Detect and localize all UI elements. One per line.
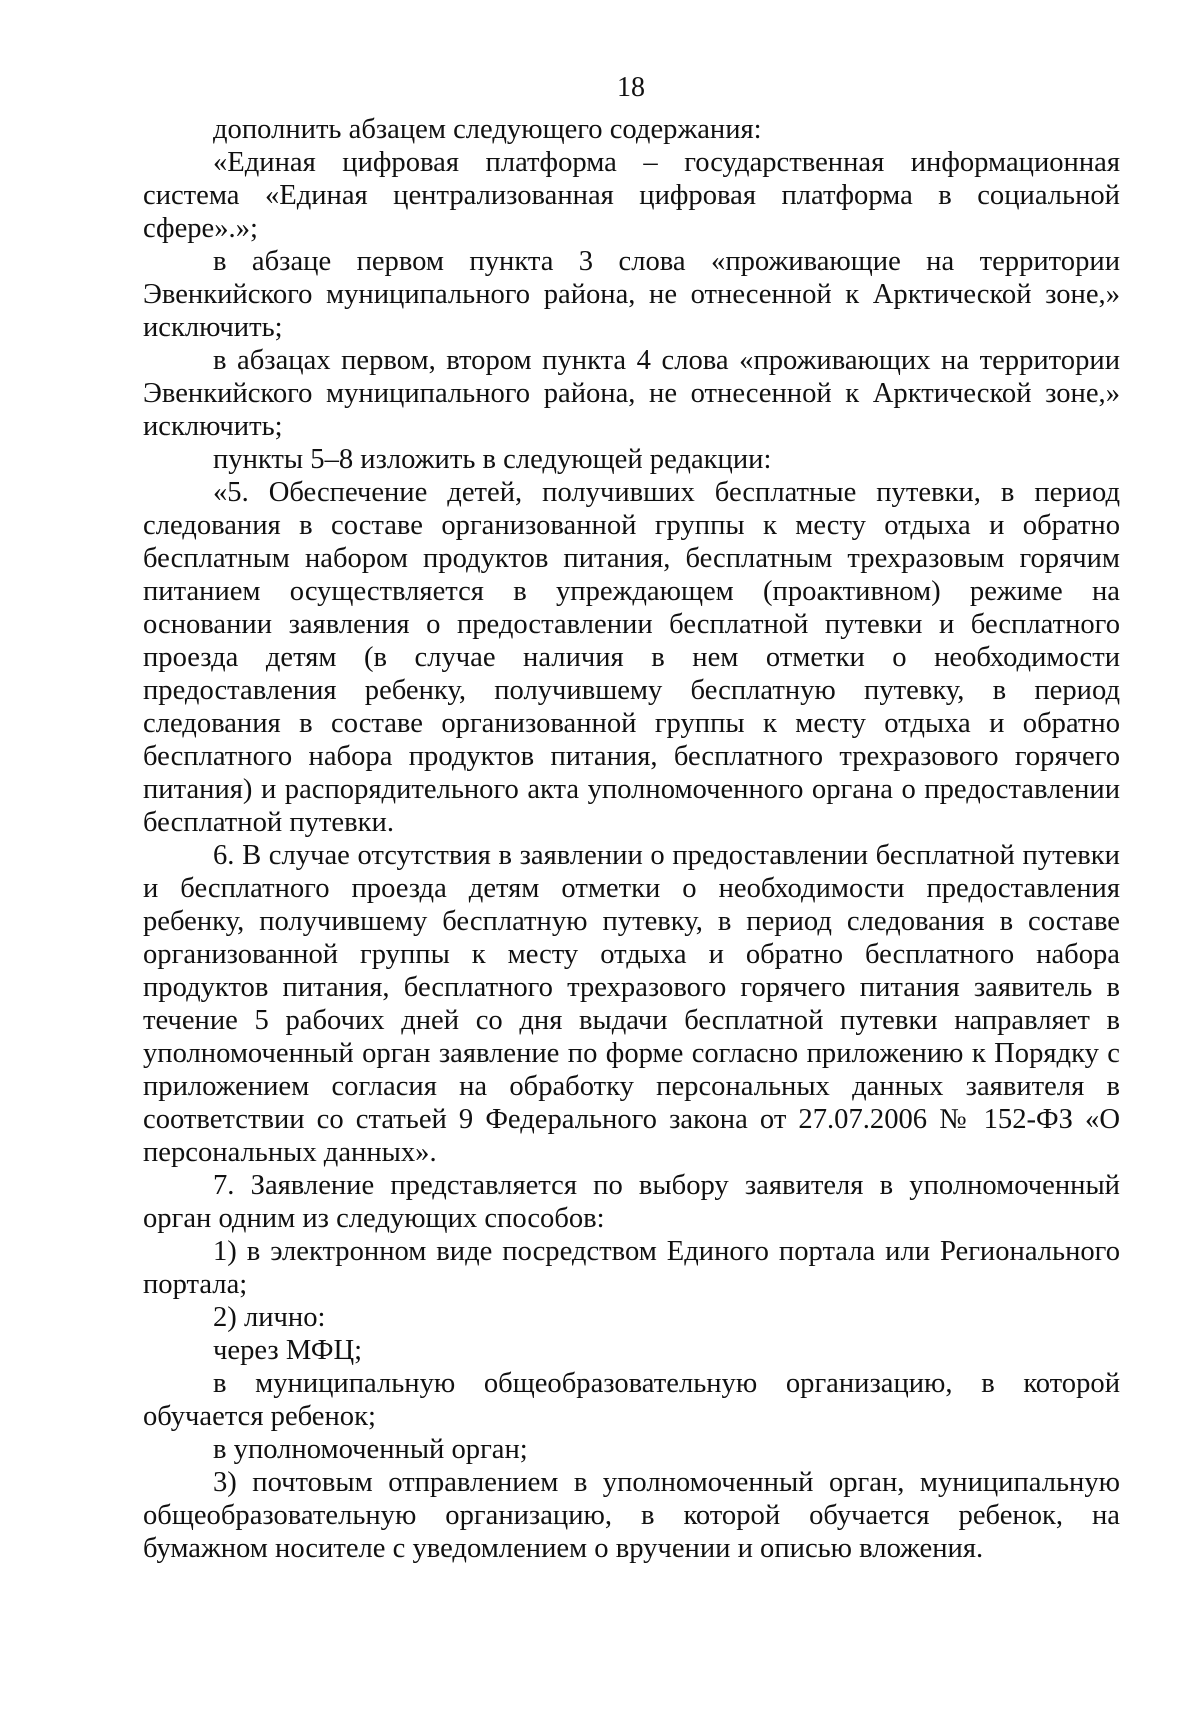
paragraph-7: 6. В случае отсутствия в заявлении о предоставлении бесплатной путевки и бесплатного проезда детям отметки о необходимости предоставления ребенку, получившему бесплатную путевку, в период следования в составе организованной группы к месту отдыха и обратно бесплатного набора продуктов питания, бесплатного трехразового горячего питания заявитель в течение 5 рабочих дней со дня выдачи бесплатной путевки направляет в уполномоченный орган заявление по форме согласно приложению к Порядку с приложением согласия на обработку персональных данных заявителя в соответствии со статьей 9 Федерального закона от 27.07.2006 № 152-ФЗ «О персональных данных». xyxy=(143,840,1120,1168)
paragraph-5: пункты 5–8 изложить в следующей редакции: xyxy=(213,444,772,475)
paragraph-13: в уполномоченный орган; xyxy=(213,1434,528,1465)
paragraph-2: «Единая цифровая платформа – государственная информационная система «Единая централизованная цифровая платформа в социальной сфере».»; xyxy=(143,147,1120,244)
paragraph-9: 1) в электронном виде посредством Единого портала или Регионального портала; xyxy=(143,1236,1120,1300)
paragraph-6: «5. Обеспечение детей, получивших бесплатные путевки, в период следования в составе организованной группы к месту отдыха и обратно бесплатным набором продуктов питания, бесплатным трехразовым горячим питанием осуществляется в упреждающем (проактивном) режиме на основании заявления о предоставлении бесплатной путевки и бесплатного проезда детям (в случае наличия в нем отметки о необходимости предоставления ребенку, получившему бесплатную путевку, в период следования в составе организованной группы к месту отдыха и обратно бесплатного набора продуктов питания, бесплатного трехразового горячего питания) и распорядительного акта уполномоченного органа о предоставлении бесплатной путевки. xyxy=(143,477,1120,838)
paragraph-3: в абзаце первом пункта 3 слова «проживающие на территории Эвенкийского муниципального района, не отнесенной к Арктической зоне,» исключить; xyxy=(143,246,1120,343)
document-body xyxy=(143,113,1120,1565)
paragraph-4: в абзацах первом, втором пункта 4 слова «проживающих на территории Эвенкийского муниципального района, не отнесенной к Арктической зоне,» исключить; xyxy=(143,345,1120,442)
paragraph-8: 7. Заявление представляется по выбору заявителя в уполномоченный орган одним из следующих способов: xyxy=(143,1170,1120,1234)
page-number: 18 xyxy=(617,72,645,103)
paragraph-10: 2) лично: xyxy=(213,1302,326,1333)
paragraph-12: в муниципальную общеобразовательную организацию, в которой обучается ребенок; xyxy=(143,1368,1120,1432)
paragraph-14: 3) почтовым отправлением в уполномоченный орган, муниципальную общеобразовательную организацию, в которой обучается ребенок, на бумажном носителе с уведомлением о вручении и описью вложения. xyxy=(143,1467,1120,1564)
paragraph-11: через МФЦ; xyxy=(213,1335,363,1366)
paragraph-1: дополнить абзацем следующего содержания: xyxy=(213,114,762,145)
